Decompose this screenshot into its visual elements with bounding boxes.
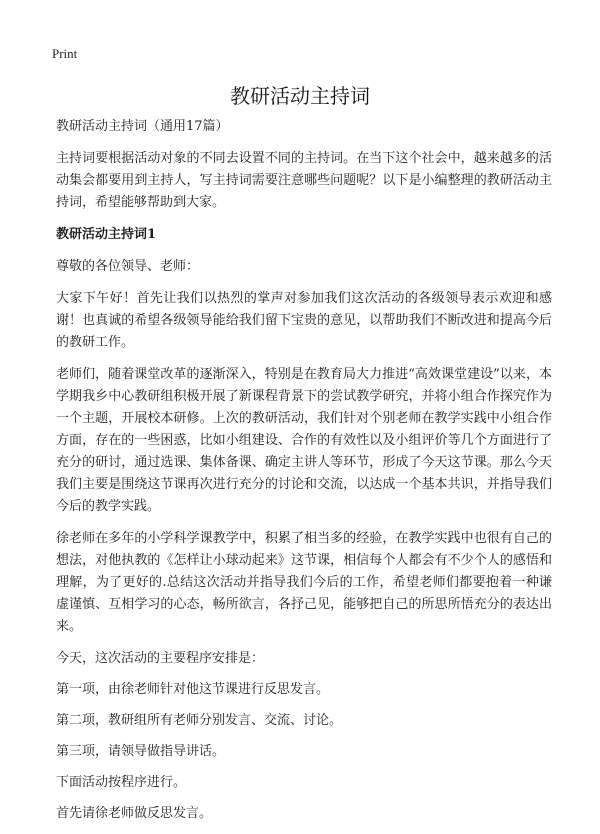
body-paragraph: 老师们，随着课堂改革的逐渐深入，特别是在教育局大力推进“高效课堂建设”以来，本学期我乡中心教研组积极开展了新课程背景下的尝试教学研究，并将小组合作探究作为一个主题，开展校本研修。上次的教研活动，我们针对个别老师在教学实践中小组合作方面，存在的一些困惑，比如小组建设、合作的有效性以及小组评价等几个方面进行了充分的研讨，通过选课、集体备课、确定主讲人等环节，形成了今天这节课。那么今天我们主要是围绕这节课再次进行充分的讨论和交流，以达成一个基本共识，并指导我们今后的教学实践。 — [56, 367, 552, 514]
document-subtitle: 教研活动主持词（通用17篇） — [56, 119, 229, 134]
print-link[interactable]: Print — [52, 46, 78, 61]
section-heading: 教研活动主持词1 — [56, 227, 157, 242]
body-paragraph: 徐老师在多年的小学科学课教学中，积累了相当多的经验，在教学实践中也很有自己的想法，对他执教的《怎样让小球动起来》这节课，相信每个人都会有不少个人的感悟和理解，为了更好的.总结这次活动并指导我们今后的工作，希望老师们都要抱着一种谦虚谨慎、互相学习的心态，畅所欲言，各抒己见，能够把自己的所思所悟充分的表达出来。 — [56, 531, 552, 634]
document-body — [56, 116, 552, 834]
page-title: 教研活动主持词 — [230, 84, 370, 108]
body-paragraph: 今天，这次活动的主要程序安排是： — [56, 651, 265, 666]
agenda-item: 第一项，由徐老师针对他这节课进行反思发言。 — [56, 682, 330, 697]
salutation-paragraph: 尊敬的各位领导、老师： — [56, 259, 200, 274]
agenda-item: 第二项，教研组所有老师分别发言、交流、讨论。 — [56, 713, 343, 728]
body-paragraph: 大家下午好！首先让我们以热烈的掌声对参加我们这次活动的各级领导表示欢迎和感谢！也真诚的希望各级领导能给我们留下宝贵的意见，以帮助我们不断改进和提高今后的教研工作。 — [56, 291, 552, 350]
body-paragraph: 下面活动按程序进行。 — [56, 775, 187, 790]
intro-paragraph: 主持词要根据活动对象的不同去设置不同的主持词。在当下这个社会中，越来越多的活动集会都要用到主持人，写主持词需要注意哪些问题呢？以下是小编整理的教研活动主持词，希望能够帮助到大家。 — [56, 151, 552, 210]
agenda-item: 第三项，请领导做指导讲话。 — [56, 744, 226, 759]
body-paragraph: 首先请徐老师做反思发言。 — [56, 806, 213, 821]
